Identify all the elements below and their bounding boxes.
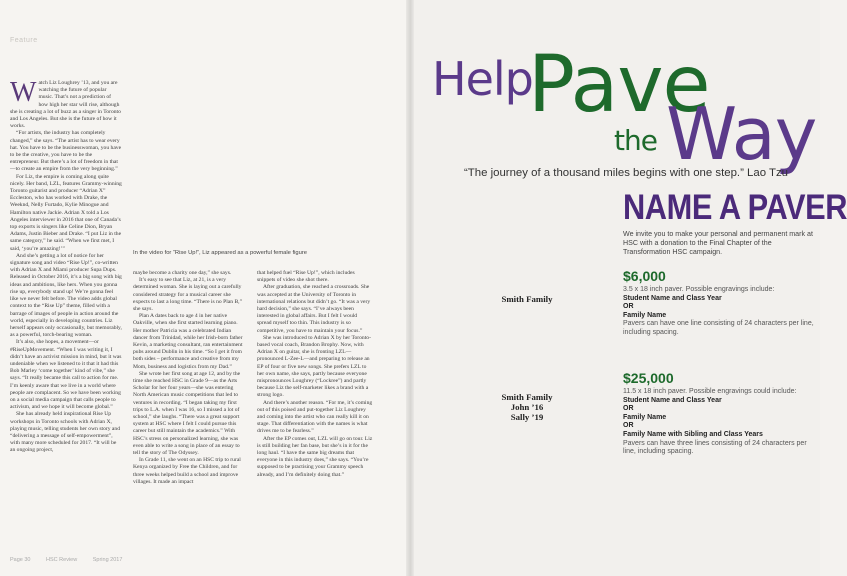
lao-tzu-quote: “The journey of a thousand miles begins with one step.” Lao Tzu [464,167,788,179]
price-6000: $6,000 [623,268,666,284]
article-paragraph: After the EP comes out, LZL will go on tour. Liz is still building her fan base, but she’s in it for the long haul. “I have the same big dreams that everyone in this industry does,” she says. “You’re supposed to be practising your Grammy speech already, and I’m definitely doing that.” [257,435,373,478]
issue-season: Spring 2017 [92,557,123,563]
page-footer [10,557,136,563]
title-way: Way [666,92,817,176]
article-paragraph: She wrote her first song at age 12, and by the time she reached HSC in Grade 9—as the Arts Scholar for her four years—she was entering North American music competitions that led to ventures in recording. “I began taking my first trips to L.A. when I was 16, so I missed a lot of school,” she laughs. “There was a great support system at HSC where I felt I could pursue this career but still maintain the academics.” With HSC’s stress on personalized learning, she was even able to write a song in place of an essay to tell the story of The Odyssey. [133,370,241,457]
article-paragraph: She has already held inspirational Rise Up workshops in Toronto schools with Adrian X, playing music, telling students her own story and “delivering a message of self-empowerment”, with many more scheduled for 2017. “It will be an ongoing project, [10,411,120,454]
paver-sample-line: Sally ’19 [510,412,544,422]
option-note: Pavers can have three lines consisting of 24 characters per line, including spacing. [623,439,807,456]
article-paragraph: She was introduced to Adrian X by her Toronto-based vocal coach, Brandon Brophy. Now, with Adrian X on guitar, she is fronting LZL—pronounced L-Zee-L—and preparing to release an EP of four or five new songs. She prefers LZL to her own name, she says, partly because everyone mispronounces Loughrey (“Lockree”) and partly because Liz the self-marketer likes a brand with a strong logo. [257,334,371,399]
article-column-3 [257,270,373,479]
paver-sample-line: Smith Family [501,392,553,402]
article-paragraph: It’s also, she hopes, a movement—or #RiseUpMovement. “When I was writing it, I didn’t have an activist mission in mind, but it was undeniable when we listened to it that it had this Bob Marley ‘come together’ kind of vibe,” she says. “It really became this call to action for me. I’m keenly aware that we live in a world where people are complacent. So we have been working on a social media campaign that calls people to activism, and we hope it will become global.” [10,339,122,411]
page-number: Page 30 [10,557,31,563]
option-or: OR [623,405,634,413]
option-engraving: Family Name [623,413,667,421]
article-paragraph: that helped fuel “Rise Up!”, which includes snippets of video she shot there. [257,270,355,284]
name-a-paver-heading: NAME A PAVER [623,188,847,227]
option-note: Pavers can have one line consisting of 24 characters per line, including spacing. [623,320,814,336]
magazine-name: HSC Review [46,557,78,563]
article-column-2 [133,270,245,486]
price-25000: $25,000 [623,370,674,386]
title-help: Help [432,52,533,106]
paver-option-small [623,286,818,338]
article-paragraph: “For artists, the industry has completely changed,” she says. “The artist has to wear every hat. You have to be the businesswoman, you have to be the creative, you have to be the entrepreneur. But there’s a lot of freedom in that—to create an empire from the very beginning.” [10,130,122,173]
option-description: 11.5 x 18 inch paver. Possible engravings could include: [623,388,797,395]
article-paragraph: maybe become a charity one day,” she says. [133,270,232,276]
page-spine [406,0,414,576]
article-paragraph: It’s easy to see that Liz, at 21, is a very determined woman. She is laying out a carefully considered strategy for a musical career she expects to last a long time. “There is no Plan B,” she says. [133,277,243,313]
article-paragraph: And there’s another reason. “For me, it’s coming out of this poised and put-together Liz Loughrey and coming into the artist who can really kill it on stage. That differentiation with the names is what drives me to be fearless.” [257,399,373,435]
photo-caption: In the video for “Rise Up!”, Liz appeared as a powerful female figure [133,250,307,256]
article-column-1 [10,77,122,455]
title-the: the [614,124,657,157]
title-pave: Pave [528,40,710,130]
article-paragraph: And she’s getting a lot of notice for her signature song and video “Rise Up!”, co-written with Adrian X and Miami producer Supa Dups. Released in October 2016, it’s a big song with big ideas and ambitions, like hers. When you gonna rise up, everybody stand up! We’re gonna feel like we never felt before. The video adds global context to the “Rise Up” theme, filled with a barrage of images of people in action around the world, especially in developing countries. Liz herself appears only occasionally, but memorably, as a powerful, torch-bearing woman. [10,252,122,339]
article-paragraph: Plan A dates back to age 4 in her native Oakville, when she first started learning piano. Her mother Patricia was a celebrated Indian dancer from Trinidad, while her Irish-born father Kevin, a marketing consultant, ran entertainment pubs around Dublin in his time. “So I get it from both sides – performance and creative from my Mom, business and logistics from my Dad.” [133,313,243,370]
drop-cap: W [10,77,37,108]
option-engraving: Student Name and Class Year [623,294,722,302]
paver-sample-line: John ’16 [510,402,544,412]
option-engraving: Family Name with Sibling and Class Years [623,430,763,438]
paver-option-large [623,388,818,457]
option-or: OR [623,303,634,311]
option-or: OR [623,422,634,430]
section-label: Feature [10,37,38,44]
article-paragraph: After graduation, she reached a crossroads. She was accepted at the University of Toronto in international relations but didn’t go. “It was a very hard decision,” she says. “I’ve always been interested in global affairs. But I felt I would spread myself too thin. This industry is so competitive, you have to maintain your focus.” [257,284,371,334]
paver-sample-small: Smith Family [501,294,553,304]
article-paragraph: For Liz, the empire is coming along quite nicely. Her band, LZL, features Grammy-winning Toronto guitarist and producer “Adrian X” Eccleston, who has worked with Drake, the Weeknd, Nelly Furtado, Kylie Minogue and Hamilton native Jackie. Adrian X told a Los Angeles interviewer in 2016 that one of Canada’s top exports is singers like Celine Dion, Bryan Adams, Justin Bieber and Drake. “I put Liz in the same category,” he said. “When we first met, I said, ‘you’re amazing!’” [10,173,122,252]
option-description: 3.5 x 18 inch paver. Possible engravings include: [623,286,775,293]
article-paragraph: Watch Liz Loughrey ’13, and you are watching the future of popular music. That’s not a prediction of how high her star will rise, although she is creating a lot of buzz as a singer in Toronto and Los Angeles. But she is the future of how it works. [10,77,121,130]
article-paragraph: In Grade 11, she went on an HSC trip to rural Kenya organized by Free the Children, and for three weeks helped build a school and improve villages. It made an impact [133,457,241,485]
option-engraving: Family Name [623,311,667,319]
paver-intro: We invite you to make your personal and permanent mark at HSC with a donation to the Final Chapter of the Transformation HSC campaign. [623,230,813,256]
paver-sample-large [467,392,587,422]
option-engraving: Student Name and Class Year [623,396,722,404]
